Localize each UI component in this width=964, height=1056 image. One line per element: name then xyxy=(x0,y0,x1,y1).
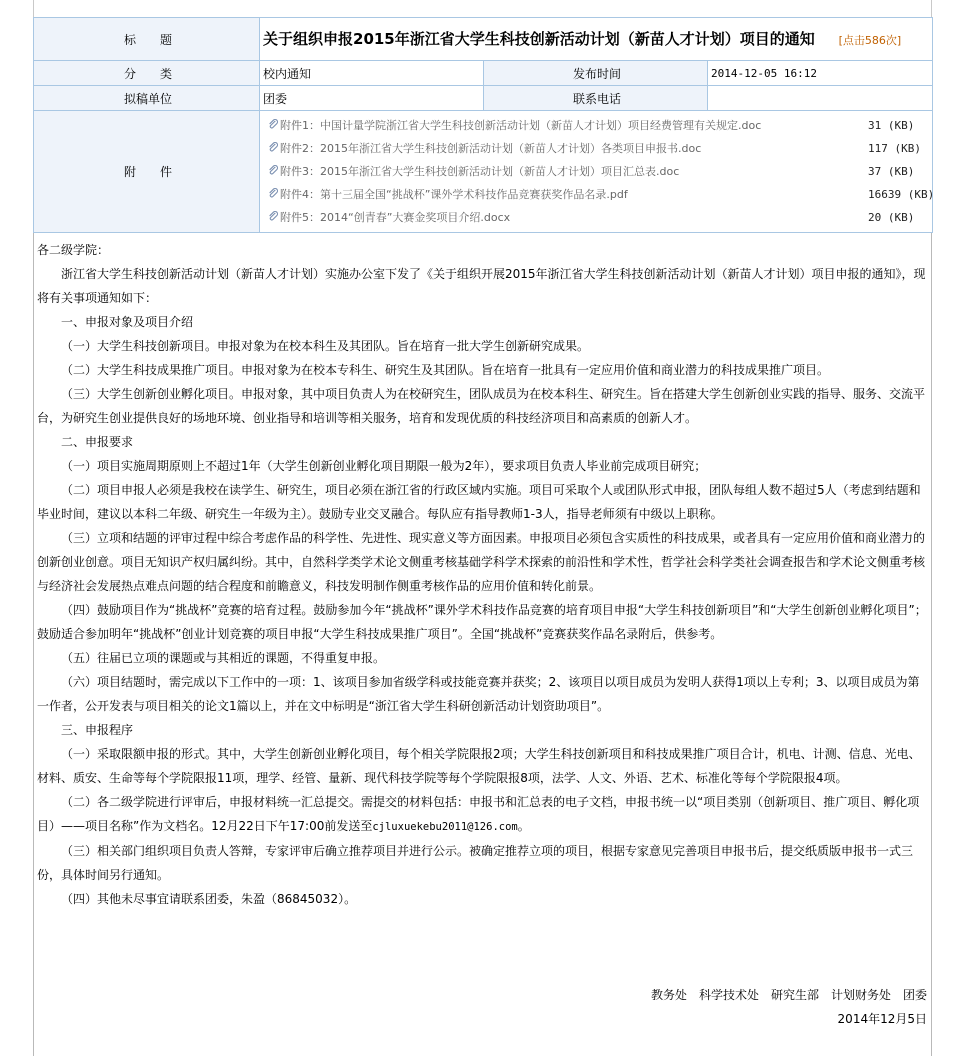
attachment-link[interactable]: 附件2：2015年浙江省大学生科技创新活动计划（新苗人才计划）各类项目申报书.doc xyxy=(280,142,702,155)
category-label: 分 类 xyxy=(34,61,260,86)
notice-info-table xyxy=(33,17,933,233)
phone-label: 联系电话 xyxy=(484,86,708,111)
attachment-size: 31 (KB) xyxy=(868,119,915,132)
submission-email: cjluxuekebu2011@126.com xyxy=(372,821,518,833)
phone-value xyxy=(708,86,933,111)
attachment-item[interactable] xyxy=(268,206,932,229)
notice-title: 关于组织申报2015年浙江省大学生科技创新活动计划（新苗人才计划）项目的通知 xyxy=(263,29,815,48)
paragraph: （四）鼓励项目作为“挑战杯”竞赛的培育过程。鼓励参加今年“挑战杯”课外学术科技作品竞赛的培育项目申报“大学生科技创新项目”和“大学生创新创业孵化项目”；鼓励适合参加明年“挑战杯”创业计划竞赛的项目申报“大学生科技成果推广项目”。全国“挑战杯”竞赛获奖作品名录附后，供参考。 xyxy=(37,603,927,641)
notice-body xyxy=(37,238,929,911)
section-heading: 三、申报程序 xyxy=(61,723,134,737)
salutation: 各二级学院： xyxy=(37,243,110,257)
attachment-item[interactable] xyxy=(268,160,932,183)
paragraph: （二）大学生科技成果推广项目。申报对象为在校本专科生、研究生及其团队。旨在培育一批具有一定应用价值和商业潜力的科技成果推广项目。 xyxy=(61,363,830,377)
attachment-link[interactable]: 附件4：第十三届全国“挑战杯”课外学术科技作品竞赛获奖作品名录.pdf xyxy=(280,188,628,201)
attachments-cell xyxy=(260,111,933,233)
signature xyxy=(651,983,927,1031)
category-value: 校内通知 xyxy=(260,61,484,86)
section-heading: 一、申报对象及项目介绍 xyxy=(61,315,194,329)
paperclip-icon xyxy=(268,142,279,153)
drafter-label: 拟稿单位 xyxy=(34,86,260,111)
paragraph-text: （二）各二级学院进行评审后，申报材料统一汇总提交。需提交的材料包括：申报书和汇总表的电子文档，申报书统一以“项目类别（创新项目、推广项目、孵化项目）——项目名称”作为文档名。12月22日下午17:00前发送至 xyxy=(37,795,920,833)
paragraph: （六）项目结题时，需完成以下工作中的一项：1、该项目参加省级学科或技能竞赛并获奖；2、该项目以项目成员为发明人获得1项以上专利；3、以项目成员为第一作者，公开发表与项目相关的论文1篇以上，并在文中标明是“浙江省大学生科研创新活动计划资助项目”。 xyxy=(37,675,920,713)
drafter-value: 团委 xyxy=(260,86,484,111)
paragraph: （三）大学生创新创业孵化项目。申报对象，其中项目负责人为在校研究生，团队成员为在校本科生、研究生。旨在搭建大学生创新创业实践的指导、服务、交流平台，为研究生创业提供良好的场地环境、创业指导和培训等相关服务，培育和发现优质的科技经济项目和高素质的创新人才。 xyxy=(37,387,926,425)
paragraph-text: 。 xyxy=(517,819,530,833)
attachment-size: 20 (KB) xyxy=(868,211,915,224)
paragraph: （二）项目申报人必须是我校在读学生、研究生，项目必须在浙江省的行政区域内实施。项目可采取个人或团队形式申报，团队每组人数不超过5人（考虑到结题和毕业时间，建议以本科二年级、研究生一年级为主）。鼓励专业交叉融合。每队应有指导教师1-3人，指导老师须有中级以上职称。 xyxy=(37,483,921,521)
section-heading: 二、申报要求 xyxy=(61,435,134,449)
attachment-item[interactable] xyxy=(268,183,935,206)
paragraph xyxy=(37,790,929,839)
intro-paragraph: 浙江省大学生科技创新活动计划（新苗人才计划）实施办公室下发了《关于组织开展2015年浙江省大学生科技创新活动计划（新苗人才计划）项目申报的通知》，现将有关事项通知如下： xyxy=(37,267,926,305)
publish-time-label: 发布时间 xyxy=(484,61,708,86)
paragraph: （三）相关部门组织项目负责人答辩，专家评审后确立推荐项目并进行公示。被确定推荐立项的项目，根据专家意见完善项目申报书后，提交纸质版申报书一式三份，具体时间另行通知。 xyxy=(37,844,914,882)
paperclip-icon xyxy=(268,165,279,176)
click-count: [点击586次] xyxy=(838,33,902,47)
paragraph: （一）大学生科技创新项目。申报对象为在校本科生及其团队。旨在培育一批大学生创新研究成果。 xyxy=(61,339,590,353)
issue-date: 2014年12月5日 xyxy=(837,1012,927,1026)
attachment-item[interactable] xyxy=(268,137,932,160)
paragraph: （三）立项和结题的评审过程中综合考虑作品的科学性、先进性、现实意义等方面因素。申报项目必须包含实质性的科技成果，或者具有一定应用价值和商业潜力的创新创业创意。项目无知识产权归属纠纷。其中，自然科学类学术论文侧重考核基础学科学术探索的前沿性和学术性，哲学社会科学类社会调查报告和学术论文侧重考核与经济社会发展热点难点问题的结合程度和前瞻意义，科技发明制作侧重考核作品的应用价值和转化前景。 xyxy=(37,531,926,593)
paragraph: （一）采取限额申报的形式。其中，大学生创新创业孵化项目，每个相关学院限报2项；大学生科技创新项目和科技成果推广项目合计，机电、计测、信息、光电、材料、质安、生命等每个学院限报11项，理学、经管、量新、现代科技学院等每个学院限报8项，法学、人文、外语、艺术、标准化等每个学院限报4项。 xyxy=(37,747,921,785)
paperclip-icon xyxy=(268,211,279,222)
attachment-link[interactable]: 附件5：2014“创青春”大赛金奖项目介绍.docx xyxy=(280,211,511,224)
paragraph: （四）其他未尽事宜请联系团委，朱盈（86845032）。 xyxy=(61,892,357,906)
title-cell xyxy=(260,18,933,61)
attachment-size: 37 (KB) xyxy=(868,165,915,178)
paragraph: （五）往届已立项的课题或与其相近的课题，不得重复申报。 xyxy=(61,651,386,665)
attachment-link[interactable]: 附件3：2015年浙江省大学生科技创新活动计划（新苗人才计划）项目汇总表.doc xyxy=(280,165,680,178)
paragraph: （一）项目实施周期原则上不超过1年（大学生创新创业孵化项目期限一般为2年），要求项目负责人毕业前完成项目研究； xyxy=(61,459,707,473)
attachments-label: 附 件 xyxy=(34,111,260,233)
publish-time-value: 2014-12-05 16:12 xyxy=(708,61,933,86)
paperclip-icon xyxy=(268,119,279,130)
issuing-units: 教务处 科学技术处 研究生部 计划财务处 团委 xyxy=(650,988,927,1002)
paperclip-icon xyxy=(268,188,279,199)
attachment-size: 117 (KB) xyxy=(868,142,921,155)
attachment-item[interactable] xyxy=(268,114,932,137)
attachment-size: 16639 (KB) xyxy=(868,188,935,201)
attachment-link[interactable]: 附件1：中国计量学院浙江省大学生科技创新活动计划（新苗人才计划）项目经费管理有关规定.doc xyxy=(280,119,762,132)
title-label: 标 题 xyxy=(34,18,260,61)
